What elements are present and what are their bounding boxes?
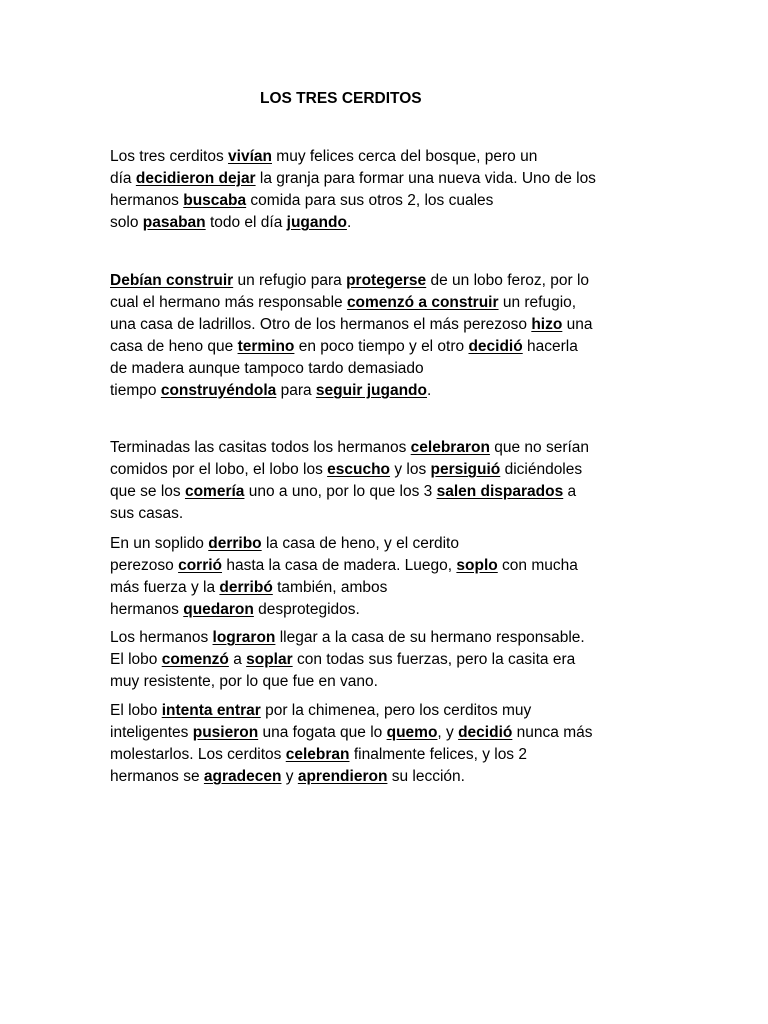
text-line: [110, 358, 670, 380]
text-line: [110, 437, 670, 459]
text-segment: sus casas.: [110, 505, 184, 522]
text-segment: uno a uno, por lo que los 3: [244, 483, 437, 500]
highlighted-verb: escucho: [327, 461, 391, 478]
highlighted-verb: comenzó a construir: [346, 294, 499, 311]
highlighted-verb: celebran: [285, 746, 350, 763]
text-segment: hermanos: [110, 601, 184, 618]
document-title: LOS TRES CERDITOS: [260, 90, 422, 107]
text-line: [110, 671, 670, 693]
text-line: [110, 190, 670, 212]
text-line: [110, 481, 670, 503]
highlighted-verb: derribo: [208, 535, 262, 552]
text-segment: con todas sus fuerzas, pero la casita era: [292, 651, 576, 668]
highlighted-verb: Debían construir: [110, 272, 234, 289]
text-line: [110, 533, 670, 555]
paragraph-5: [110, 627, 670, 693]
text-segment: la granja para formar una nueva vida. Uno de los: [255, 170, 596, 187]
text-line: [110, 627, 670, 649]
text-segment: un refugio,: [498, 294, 577, 311]
text-segment: de madera aunque tampoco tardo demasiado: [110, 360, 424, 377]
highlighted-verb: decidió: [468, 338, 523, 355]
text-line: [110, 744, 670, 766]
highlighted-verb: salen disparados: [436, 483, 564, 500]
text-segment: que se los: [110, 483, 185, 500]
text-line: [110, 599, 670, 621]
text-line: [110, 722, 670, 744]
text-segment: una fogata que lo: [258, 724, 387, 741]
text-segment: casa de heno que: [110, 338, 238, 355]
highlighted-verb: pasaban: [142, 214, 206, 231]
text-segment: En un soplido: [110, 535, 209, 552]
text-line: [110, 212, 670, 234]
highlighted-verb: pusieron: [192, 724, 259, 741]
text-segment: tiempo: [110, 382, 161, 399]
text-segment: finalmente felices, y los 2: [349, 746, 527, 763]
text-segment: a: [563, 483, 577, 500]
text-line: [110, 503, 670, 525]
text-segment: inteligentes: [110, 724, 193, 741]
text-line: [110, 146, 670, 168]
highlighted-verb: agradecen: [203, 768, 282, 785]
text-segment: desprotegidos.: [253, 601, 360, 618]
text-segment: una casa de ladrillos. Otro de los hermanos el más perezoso: [110, 316, 532, 333]
text-segment: por la chimenea, pero los cerditos muy: [260, 702, 532, 719]
text-line: [110, 700, 670, 722]
text-segment: una: [562, 316, 593, 333]
highlighted-verb: comenzó: [161, 651, 229, 668]
paragraph-1: [110, 146, 670, 234]
text-segment: diciéndoles: [500, 461, 583, 478]
text-segment: perezoso: [110, 557, 179, 574]
paragraph-6: [110, 700, 670, 788]
text-segment: nunca más: [512, 724, 593, 741]
text-segment: hacerla: [522, 338, 578, 355]
text-segment: .: [346, 214, 352, 231]
text-segment: solo: [110, 214, 143, 231]
highlighted-verb: quedaron: [183, 601, 254, 618]
text-segment: hermanos: [110, 192, 184, 209]
text-line: [110, 766, 670, 788]
text-segment: llegar a la casa de su hermano responsable.: [275, 629, 585, 646]
text-segment: en poco tiempo y el otro: [294, 338, 469, 355]
text-segment: hasta la casa de madera. Luego,: [222, 557, 457, 574]
paragraph-2: [110, 270, 670, 402]
text-line: [110, 459, 670, 481]
highlighted-verb: soplo: [456, 557, 498, 574]
text-segment: Los tres cerditos: [110, 148, 229, 165]
highlighted-verb: persiguió: [430, 461, 501, 478]
text-segment: cual el hermano más responsable: [110, 294, 347, 311]
highlighted-verb: corrió: [178, 557, 223, 574]
highlighted-verb: protegerse: [346, 272, 427, 289]
text-segment: a: [228, 651, 247, 668]
highlighted-verb: buscaba: [183, 192, 247, 209]
text-line: [110, 168, 670, 190]
text-line: [110, 292, 670, 314]
text-segment: muy resistente, por lo que fue en vano.: [110, 673, 378, 690]
text-line: [110, 555, 670, 577]
highlighted-verb: lograron: [212, 629, 276, 646]
highlighted-verb: seguir jugando: [315, 382, 427, 399]
text-segment: y los: [390, 461, 431, 478]
text-segment: El lobo: [110, 651, 162, 668]
text-segment: la casa de heno, y el cerdito: [261, 535, 459, 552]
text-segment: su lección.: [387, 768, 465, 785]
text-segment: hermanos se: [110, 768, 204, 785]
paragraph-3: [110, 437, 670, 525]
text-segment: muy felices cerca del bosque, pero un: [271, 148, 538, 165]
text-segment: con mucha: [497, 557, 578, 574]
text-line: [110, 577, 670, 599]
text-segment: Terminadas las casitas todos los hermanos: [110, 439, 411, 456]
text-segment: también, ambos: [272, 579, 388, 596]
highlighted-verb: hizo: [531, 316, 563, 333]
text-line: [110, 314, 670, 336]
highlighted-verb: termino: [237, 338, 295, 355]
text-line: [110, 270, 670, 292]
highlighted-verb: quemo: [386, 724, 438, 741]
highlighted-verb: derribó: [219, 579, 273, 596]
text-segment: que no serían: [489, 439, 590, 456]
paragraph-4: [110, 533, 670, 621]
text-line: [110, 336, 670, 358]
text-segment: molestarlos. Los cerditos: [110, 746, 286, 763]
highlighted-verb: jugando: [286, 214, 347, 231]
text-line: [110, 380, 670, 402]
highlighted-verb: construyéndola: [160, 382, 277, 399]
highlighted-verb: decidieron dejar: [135, 170, 256, 187]
highlighted-verb: vivían: [228, 148, 272, 165]
highlighted-verb: decidió: [458, 724, 513, 741]
text-line: [110, 649, 670, 671]
highlighted-verb: intenta entrar: [161, 702, 261, 719]
highlighted-verb: celebraron: [410, 439, 490, 456]
text-segment: para: [276, 382, 316, 399]
text-segment: de un lobo feroz, por lo: [426, 272, 590, 289]
text-segment: todo el día: [205, 214, 287, 231]
text-segment: comidos por el lobo, el lobo los: [110, 461, 328, 478]
text-segment: , y: [437, 724, 459, 741]
text-segment: un refugio para: [233, 272, 347, 289]
text-segment: comida para sus otros 2, los cuales: [246, 192, 494, 209]
text-segment: El lobo: [110, 702, 162, 719]
highlighted-verb: soplar: [246, 651, 293, 668]
text-segment: Los hermanos: [110, 629, 213, 646]
text-segment: más fuerza y la: [110, 579, 220, 596]
text-segment: .: [427, 382, 432, 399]
highlighted-verb: comería: [184, 483, 245, 500]
highlighted-verb: aprendieron: [297, 768, 388, 785]
text-segment: y: [281, 768, 298, 785]
text-segment: día: [110, 170, 136, 187]
